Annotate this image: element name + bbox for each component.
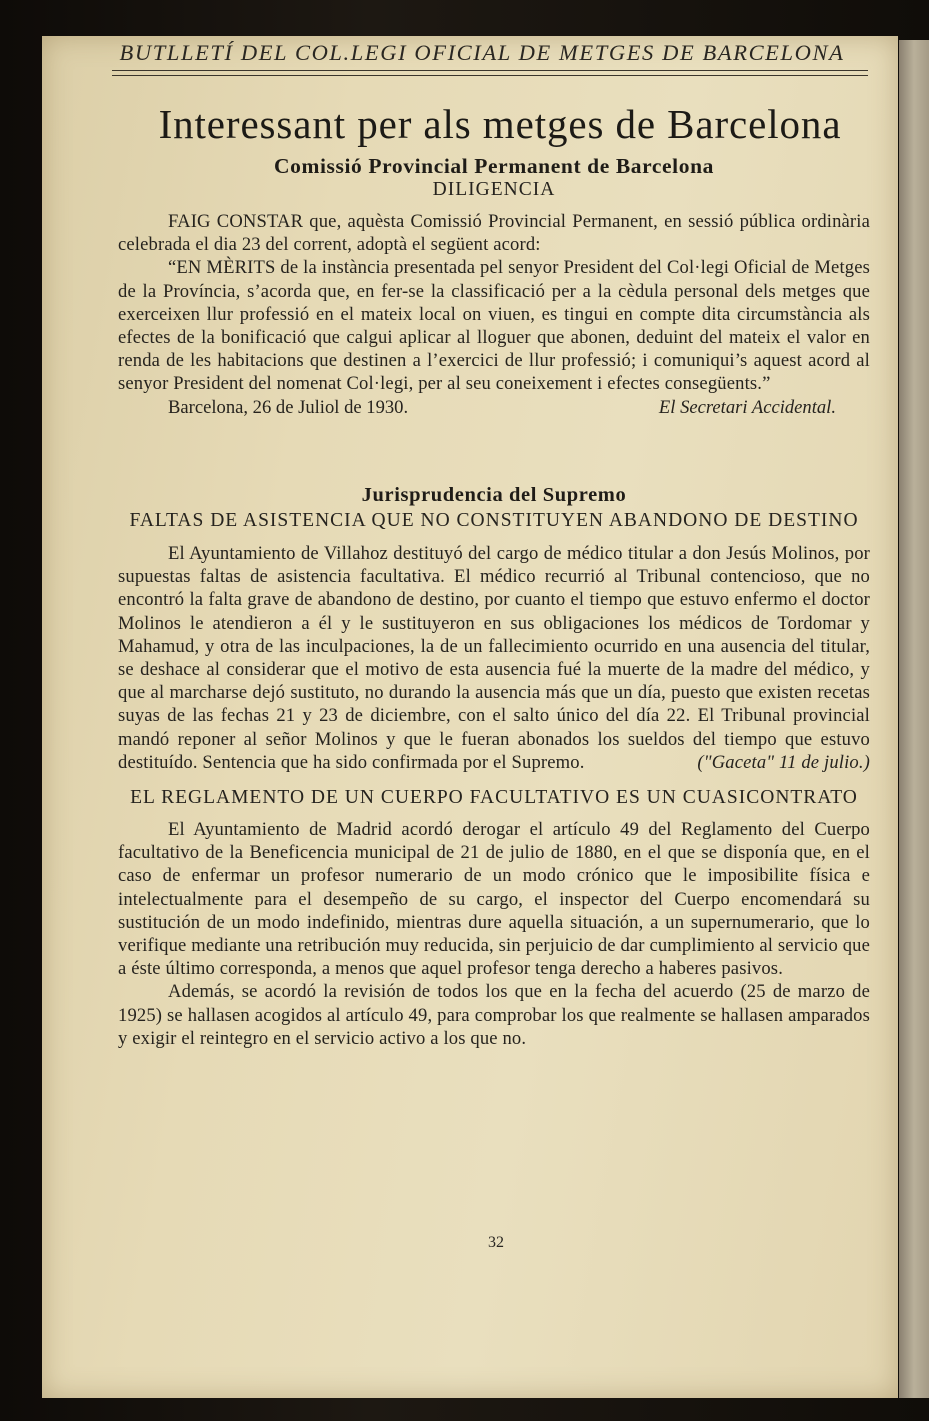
article-subtitle: Jurisprudencia del Supremo xyxy=(361,484,627,506)
paragraph: El Ayuntamiento de Madrid acordó derogar el artículo 49 del Reglamento del Cuerpo facultativo de la Beneficencia municipal de 21 de julio de 1880, en el que se disponía que, en el caso de enfermar un profesor numerario de un modo crónico que le imposibilite física e intelectualmente para el desempeño de su cargo, el inspector del Cuerpo encomendará su sustitución de un modo indefinido, mientras dure aquella situación, a un supernumerario, que lo verifique mediante una retribución muy reducida, sin perjuicio de dar cumplimiento al servicio que a éste último corresponda, a menos que aquel profesor tenga derecho a haberes pasivos. xyxy=(118,819,871,980)
paragraph: Además, se acordó la revisión de todos los que en la fecha del acuerdo (25 de marzo de 1925) se hallasen acogidos al artículo 49, para comprobar los que realmente se hallasen amparados y exigir el reintegro en el servicio activo a los que no. xyxy=(118,981,870,1049)
article-subtitle: Comissió Provincial Permanent de Barcelona xyxy=(273,154,715,178)
signature-line xyxy=(118,396,870,419)
signature: El Secretari Accidental. xyxy=(658,396,836,418)
header-rule-thin xyxy=(112,75,868,76)
header-rule xyxy=(112,70,868,71)
article2-body xyxy=(118,484,870,1050)
section-heading: DILIGENCIA xyxy=(432,179,556,200)
page-number: 32 xyxy=(488,1234,504,1251)
section-heading: EL REGLAMENTO DE UN CUERPO FACULTATIVO ES UN CUASICONTRATO xyxy=(130,787,858,809)
section-heading: FALTAS DE ASISTENCIA QUE NO CONSTITUYEN ABANDONO DE DESTINO xyxy=(129,510,859,531)
running-head: BUTLLETÍ DEL COL.LEGI OFICIAL DE METGES DE BARCELONA xyxy=(119,40,845,65)
paragraph: “EN MÈRITS de la instància presentada pel senyor President del Col·legi Oficial de Metges de la Província, s’acorda que, en fer-se la classificació per a la cèdula personal dels metges que exerceixen llur professió en el mateix local on viuen, es tingui en compte dita circumstància als efectes de la bonificació que calgui aplicar al lloguer que abonen, deduint del mateix el valor en renda de les habitacions que destinen a l’exercici de llur professió; i comuniqui’s aquest acord al senyor President del nomenat Col·legi, per al seu coneixement i efectes consegüents.” xyxy=(118,257,870,395)
article1-body xyxy=(118,154,870,419)
citation: ("Gaceta" 11 de julio.) xyxy=(697,751,870,773)
adjacent-page-edge xyxy=(899,40,929,1398)
paragraph: FAIG CONSTAR que, aquèsta Comissió Provincial Permanent, en sessió pública ordinària celebrada el dia 23 del corrent, adoptà el següent acord: xyxy=(118,211,870,256)
place-date: Barcelona, 26 de Juliol de 1930. xyxy=(168,396,409,418)
paragraph xyxy=(118,542,870,774)
paragraph-text: El Ayuntamiento de Villahoz destituyó del cargo de médico titular a don Jesús Molinos, por supuestas faltas de asistencia facultativa. El médico recurrió al Tribunal contencioso, que no encontró la falta grave de abandono de destino, por cuanto el tiempo que estuvo enfermo el doctor Molinos le atendieron a él y le sustituyeron en sus obligaciones los médicos de Tordomar y Mahamud, y otra de las inculpaciones, la de un fallecimiento ocurrido en una ausencia del titular, se deshace al considerar que el motivo de esta ausencia fué la muerte de la madre del médico, y que al marcharse dejó sustituto, no durando la ausencia más que un día, puesto que existen recetas suyas de las fechas 21 y 23 de diciembre, con el salto único del día 22. El Tribunal provincial mandó reponer al señor Molinos y que le fueran abonados los sueldos del tiempo que estuvo destituído. Sentencia que ha sido confirmada por el Supremo. xyxy=(118,543,870,773)
article-title: Interessant per als metges de Barcelona xyxy=(158,101,842,147)
